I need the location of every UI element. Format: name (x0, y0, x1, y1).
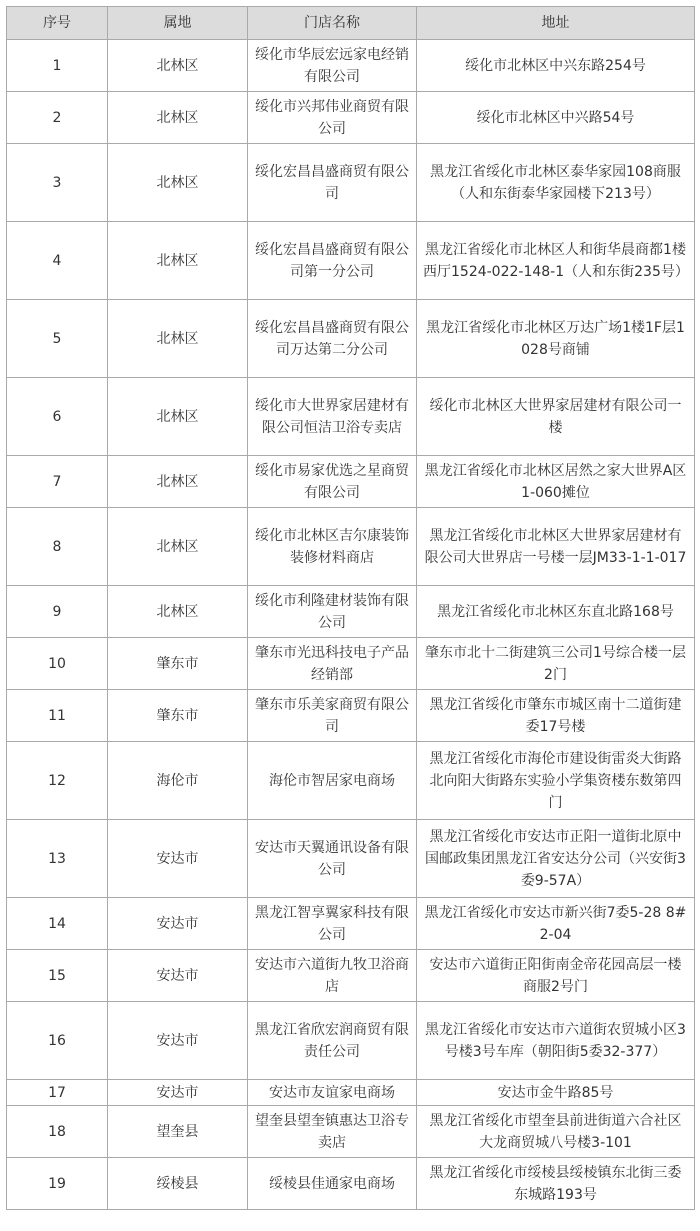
table-row (7, 586, 695, 638)
cell-index: 6 (7, 378, 108, 456)
cell-store-name: 海伦市智居家电商场 (248, 742, 417, 820)
header-address: 地址 (417, 7, 695, 40)
cell-area: 北林区 (108, 300, 248, 378)
cell-store-name: 绥化市北林区吉尔康装饰装修材料商店 (248, 508, 417, 586)
cell-area: 北林区 (108, 456, 248, 508)
cell-index: 8 (7, 508, 108, 586)
cell-area: 肇东市 (108, 638, 248, 690)
cell-address: 黑龙江省绥化市安达市正阳一道街北原中国邮政集团黑龙江省安达分公司（兴安街3委9-57A） (417, 820, 695, 898)
cell-store-name: 绥化市利隆建材装饰有限公司 (248, 586, 417, 638)
cell-area: 肇东市 (108, 690, 248, 742)
table-row (7, 378, 695, 456)
table-row (7, 1002, 695, 1080)
cell-store-name: 肇东市光迅科技电子产品经销部 (248, 638, 417, 690)
cell-address: 黑龙江省绥化市北林区人和街华晨商都1楼西厅1524-022-148-1（人和东街235号） (417, 222, 695, 300)
cell-index: 10 (7, 638, 108, 690)
cell-store-name: 绥棱县佳通家电商场 (248, 1158, 417, 1210)
cell-area: 北林区 (108, 144, 248, 222)
cell-address: 黑龙江省绥化市北林区泰华家园108商服（人和东街泰华家园楼下213号） (417, 144, 695, 222)
cell-area: 望奎县 (108, 1106, 248, 1158)
cell-address: 黑龙江省绥化市肇东市城区南十二道街建委17号楼 (417, 690, 695, 742)
cell-address: 黑龙江省绥化市北林区居然之家大世界A区1-060摊位 (417, 456, 695, 508)
table-row (7, 92, 695, 144)
cell-address: 黑龙江省绥化市北林区万达广场1楼1F层1028号商铺 (417, 300, 695, 378)
cell-address: 黑龙江省绥化市望奎县前进街道六合社区大龙商贸城八号楼3-101 (417, 1106, 695, 1158)
store-table (6, 6, 695, 1210)
cell-store-name: 黑龙江智享翼家科技有限公司 (248, 898, 417, 950)
table-row (7, 508, 695, 586)
cell-store-name: 安达市友谊家电商场 (248, 1080, 417, 1106)
cell-address: 黑龙江省绥化市海伦市建设街雷炎大街路北向阳大街路东实验小学集资楼东数第四门 (417, 742, 695, 820)
header-store-name: 门店名称 (248, 7, 417, 40)
cell-index: 1 (7, 40, 108, 92)
cell-area: 安达市 (108, 820, 248, 898)
cell-store-name: 绥化市大世界家居建材有限公司恒洁卫浴专卖店 (248, 378, 417, 456)
cell-index: 16 (7, 1002, 108, 1080)
table-row (7, 950, 695, 1002)
cell-store-name: 黑龙江省欣宏润商贸有限责任公司 (248, 1002, 417, 1080)
cell-address: 黑龙江省绥化市安达市新兴街7委5-28 8#2-04 (417, 898, 695, 950)
table-row (7, 40, 695, 92)
header-area: 属地 (108, 7, 248, 40)
cell-index: 4 (7, 222, 108, 300)
cell-index: 19 (7, 1158, 108, 1210)
cell-store-name: 绥化宏昌昌盛商贸有限公司万达第二分公司 (248, 300, 417, 378)
cell-index: 11 (7, 690, 108, 742)
table-row (7, 820, 695, 898)
table-row (7, 742, 695, 820)
table-row (7, 1080, 695, 1106)
cell-index: 3 (7, 144, 108, 222)
cell-address: 黑龙江省绥化市安达市六道街农贸城小区3号楼3号车库（朝阳街5委32-377） (417, 1002, 695, 1080)
table-row (7, 638, 695, 690)
table-header-row (7, 7, 695, 40)
cell-address: 黑龙江省绥化市北林区东直北路168号 (417, 586, 695, 638)
cell-address: 黑龙江省绥化市北林区大世界家居建材有限公司大世界店一号楼一层JM33-1-1-017 (417, 508, 695, 586)
cell-address: 绥化市北林区中兴东路254号 (417, 40, 695, 92)
cell-area: 北林区 (108, 508, 248, 586)
cell-index: 18 (7, 1106, 108, 1158)
cell-index: 12 (7, 742, 108, 820)
cell-area: 绥棱县 (108, 1158, 248, 1210)
cell-store-name: 安达市六道街九牧卫浴商店 (248, 950, 417, 1002)
table-row (7, 222, 695, 300)
cell-store-name: 望奎县望奎镇惠达卫浴专卖店 (248, 1106, 417, 1158)
cell-area: 安达市 (108, 898, 248, 950)
cell-address: 安达市六道街正阳街南金帝花园高层一楼商服2号门 (417, 950, 695, 1002)
cell-area: 北林区 (108, 586, 248, 638)
cell-area: 北林区 (108, 40, 248, 92)
cell-store-name: 绥化宏昌昌盛商贸有限公司第一分公司 (248, 222, 417, 300)
table-row (7, 456, 695, 508)
cell-index: 2 (7, 92, 108, 144)
cell-area: 安达市 (108, 950, 248, 1002)
cell-store-name: 肇东市乐美家商贸有限公司 (248, 690, 417, 742)
table-row (7, 144, 695, 222)
cell-address: 绥化市北林区中兴路54号 (417, 92, 695, 144)
cell-index: 7 (7, 456, 108, 508)
cell-index: 9 (7, 586, 108, 638)
cell-index: 15 (7, 950, 108, 1002)
cell-address: 肇东市北十二街建筑三公司1号综合楼一层2门 (417, 638, 695, 690)
table-row (7, 1106, 695, 1158)
cell-store-name: 安达市天翼通讯设备有限公司 (248, 820, 417, 898)
cell-store-name: 绥化市华辰宏远家电经销有限公司 (248, 40, 417, 92)
cell-address: 绥化市北林区大世界家居建材有限公司一楼 (417, 378, 695, 456)
cell-store-name: 绥化市易家优选之星商贸有限公司 (248, 456, 417, 508)
cell-area: 安达市 (108, 1080, 248, 1106)
cell-address: 安达市金牛路85号 (417, 1080, 695, 1106)
table-row (7, 690, 695, 742)
table-row (7, 1158, 695, 1210)
cell-index: 17 (7, 1080, 108, 1106)
cell-store-name: 绥化宏昌昌盛商贸有限公司 (248, 144, 417, 222)
cell-area: 北林区 (108, 222, 248, 300)
header-index: 序号 (7, 7, 108, 40)
cell-area: 北林区 (108, 378, 248, 456)
table-row (7, 898, 695, 950)
cell-address: 黑龙江省绥化市绥棱县绥棱镇东北街三委东城路193号 (417, 1158, 695, 1210)
cell-index: 14 (7, 898, 108, 950)
cell-area: 海伦市 (108, 742, 248, 820)
table-row (7, 300, 695, 378)
cell-area: 北林区 (108, 92, 248, 144)
cell-store-name: 绥化市兴邦伟业商贸有限公司 (248, 92, 417, 144)
cell-area: 安达市 (108, 1002, 248, 1080)
cell-index: 13 (7, 820, 108, 898)
cell-index: 5 (7, 300, 108, 378)
